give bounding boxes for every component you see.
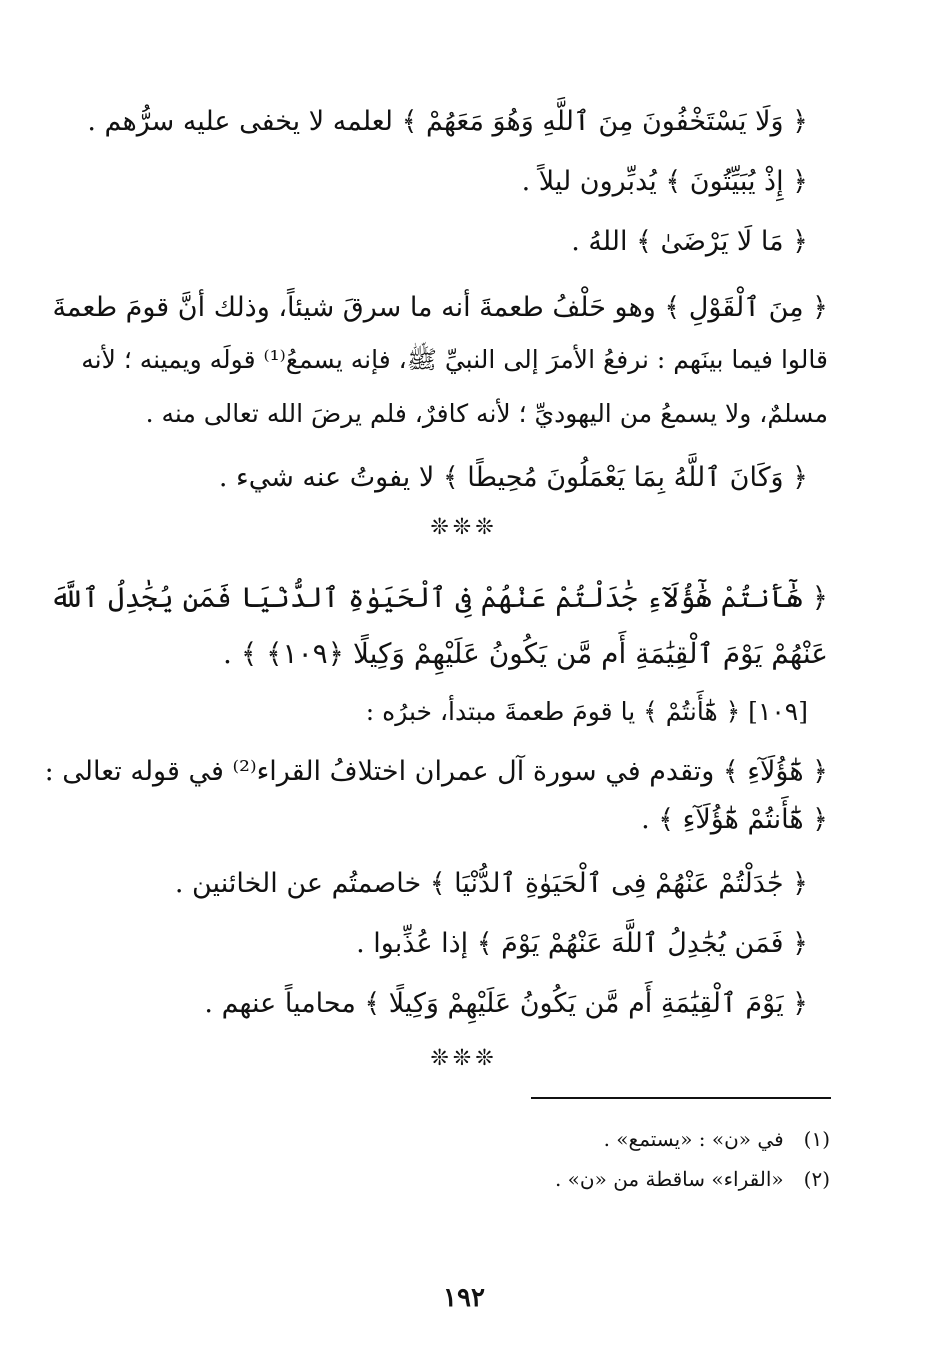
verse-line-2: عَنْهُمْ يَوْمَ ٱلْقِيَٰمَةِ أَم مَّن يَكُونُ عَلَيْهِمْ وَكِيلًا ﴿١٠٩﴾ ﴾ .: [223, 637, 828, 670]
text-line-5: قالوا فيما بينَهم : نرفعُ الأمرَ إلى النبيِّ ﷺ، فإنه يسمعُ⁽¹⁾ قولَه ويمينه ؛ لأنه: [81, 345, 828, 374]
text-line-7: ﴿ وَكَانَ ٱللَّهُ بِمَا يَعْمَلُونَ مُحِيطًا ﴾ لا يفوتُ عنه شيء .: [218, 462, 808, 493]
footnote-1: [604, 1124, 830, 1154]
text-line-13: ﴿ يَوْمَ ٱلْقِيَٰمَةِ أَم مَّن يَكُونُ عَلَيْهِمْ وَكِيلًا ﴾ محامياً عنهم .: [204, 988, 808, 1019]
verse-line-1: ﴿ هَٰٓأَنتُمْ هَٰٓؤُلَآءِ جَٰدَلْتُمْ عَنْهُمْ فِى ٱلْحَيَوٰةِ ٱلدُّنْيَا فَمَن يُجَٰدِلُ ٱللَّهَ: [49, 581, 828, 614]
text-line-10: ﴿ هَٰٓأَنتُمْ هَٰٓؤُلَآءِ ﴾ .: [641, 804, 828, 835]
text-line-1: ﴿ وَلَا يَسْتَخْفُونَ مِنَ ٱللَّهِ وَهُوَ مَعَهُمْ ﴾ لعلمه لا يخفى عليه سرُّهم .: [87, 106, 808, 137]
section-separator: ❊❊❊: [430, 515, 498, 540]
footnote-divider: [531, 1097, 831, 1099]
text-line-11: ﴿ جَٰدَلْتُمْ عَنْهُمْ فِى ٱلْحَيَوٰةِ ٱلدُّنْيَا ﴾ خاصمتُم عن الخائنين .: [174, 868, 808, 899]
text-line-2: ﴿ إِذْ يُبَيِّتُونَ ﴾ يُدبِّرون ليلاً .: [521, 166, 808, 197]
text-line-8: [١٠٩] ﴿ هَٰٓأَنتُمْ ﴾ يا قومَ طعمةَ مبتدأ، خبرُه :: [365, 697, 808, 726]
footnote-2-text: «القراء» ساقطة من «ن» .: [554, 1167, 784, 1191]
footnote-1-text: في «ن» : «يستمع» .: [603, 1127, 784, 1151]
footnote-1-number: (١): [803, 1127, 830, 1151]
footnote-2: [555, 1164, 830, 1194]
text-line-6: مسلمٌ، ولا يسمعُ من اليهوديِّ ؛ لأنه كافرٌ، فلم يرضَ الله تعالى منه .: [145, 399, 828, 428]
text-line-3: ﴿ مَا لَا يَرْضَىٰ ﴾ اللهُ .: [571, 226, 808, 257]
section-separator-2: ❊❊❊: [430, 1046, 498, 1071]
page-number: ١٩٢: [443, 1283, 485, 1313]
footnote-2-number: (٢): [803, 1167, 830, 1191]
text-line-9: ﴿ هَٰٓؤُلَآءِ ﴾ وتقدم في سورة آل عمران اختلافُ القراء⁽²⁾ في قوله تعالى :: [44, 756, 828, 787]
text-line-4: ﴿ مِنَ ٱلْقَوْلِ ﴾ وهو حَلْفُ طعمةَ أنه ما سرقَ شيئاً، وذلك أنَّ قومَ طعمةَ: [52, 292, 828, 323]
text-line-12: ﴿ فَمَن يُجَٰدِلُ ٱللَّهَ عَنْهُمْ يَوْمَ ﴾ إذا عُذِّبوا .: [356, 928, 808, 959]
